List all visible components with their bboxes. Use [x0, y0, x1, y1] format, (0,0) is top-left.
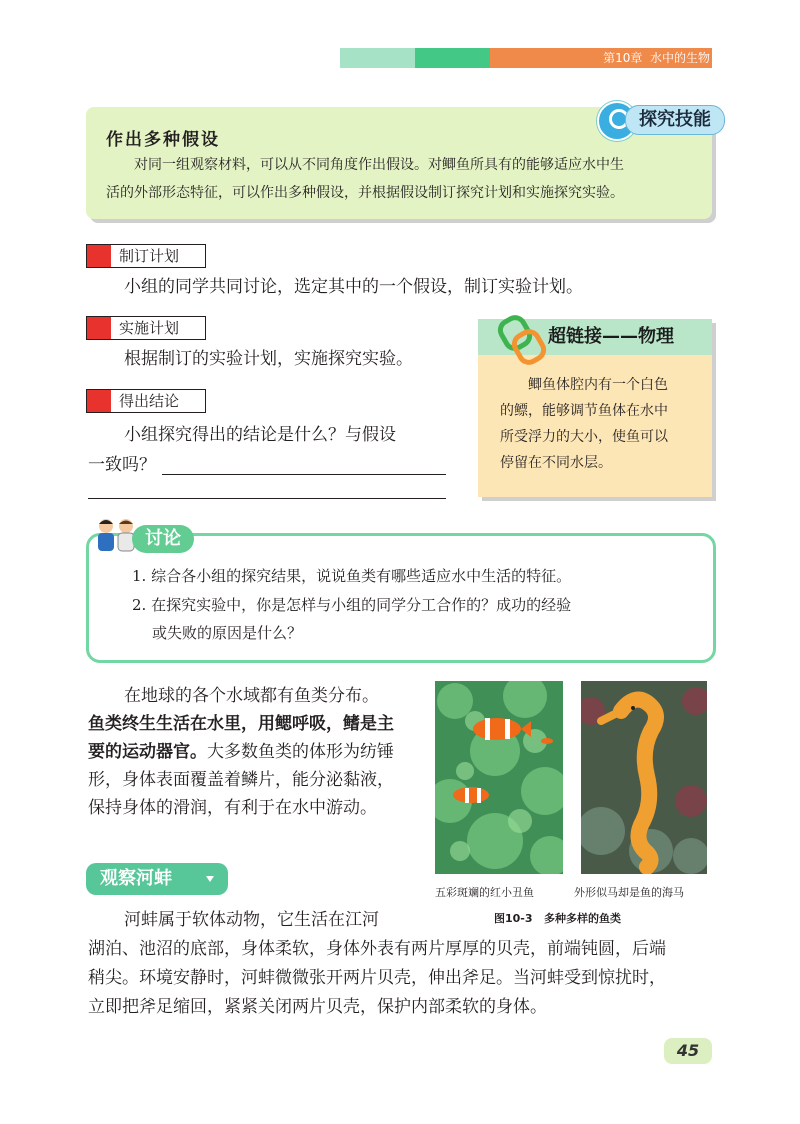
clam-text-line-1: 河蚌属于软体动物，它生活在江河	[124, 910, 379, 930]
figure-caption	[494, 910, 621, 926]
clam-text-line-2: 湖泊、池沼的底部，身体柔软，身体外表有两片厚厚的贝壳，前端钝圆，后端	[88, 939, 666, 959]
section-head-implement	[86, 316, 206, 340]
chapter-title: 水中的生物	[649, 51, 710, 65]
plan-text: 小组的同学共同讨论，选定其中的一个假设，制订实验计划。	[124, 277, 583, 297]
physics-text-line-3: 所受浮力的大小，使鱼可以	[500, 429, 668, 445]
chapter-header	[560, 48, 710, 68]
caption-clownfish: 五彩斑斓的红小丑鱼	[435, 886, 534, 899]
discussion-item-1: 1. 综合各小组的探究结果，说说鱼类有哪些适应水中生活的特征。	[132, 567, 572, 585]
fish-text-line-5: 保持身体的滑润，有利于在水中游动。	[88, 798, 377, 818]
header-bar-segment-light	[340, 48, 415, 68]
fish-text-line-3	[88, 737, 394, 767]
page-number: 45	[664, 1038, 712, 1064]
clam-text-line-4: 立即把斧足缩回，紧紧关闭两片贝壳，保护内部柔软的身体。	[88, 997, 547, 1017]
section-marker	[87, 390, 111, 412]
discussion-item-2: 2. 在探究实验中，你是怎样与小组的同学分工合作的？成功的经验	[132, 596, 572, 614]
conclusion-text-line-1: 小组探究得出的结论是什么？与假设	[124, 425, 396, 445]
conclusion-text-line-2: 一致吗？	[88, 455, 156, 475]
section-head-conclusion	[86, 389, 206, 413]
section-label: 制订计划	[119, 247, 180, 265]
header-bar-segment-green	[415, 48, 490, 68]
physics-text-line-2: 的鳔，能够调节鱼体在水中	[500, 403, 668, 419]
clownfish-photo	[435, 681, 563, 874]
answer-line[interactable]	[162, 474, 446, 475]
caption-seahorse: 外形似马却是鱼的海马	[574, 886, 684, 899]
section-label: 得出结论	[119, 392, 180, 410]
section-label: 实施计划	[119, 319, 180, 337]
section-marker	[87, 245, 111, 267]
physics-text-line-4: 停留在不同水层。	[500, 455, 612, 471]
skill-text-line-2: 活的外部形态特征，可以作出多种假设，并根据假设制订探究计划和实施探究实验。	[106, 185, 624, 201]
section-head-plan	[86, 244, 206, 268]
fish-text-line-2: 鱼类终生生活在水里，用鳃呼吸，鳍是主	[88, 714, 394, 734]
answer-line[interactable]	[88, 498, 446, 499]
physics-text-line-1: 鲫鱼体腔内有一个白色	[528, 377, 668, 393]
inquiry-skill-badge	[597, 99, 725, 137]
section-marker	[87, 317, 111, 339]
caret-down-icon	[206, 876, 214, 882]
fish-text-bold: 要的运动器官。	[88, 742, 207, 762]
inquiry-skill-label: 探究技能	[625, 105, 725, 135]
fish-text-normal: 大多数鱼类的体形为纺锤	[207, 742, 394, 762]
seahorse-photo	[581, 681, 707, 874]
figure-number: 图10-3	[494, 912, 533, 925]
skill-text-line-1: 对同一组观察材料，可以从不同角度作出假设。对鲫鱼所具有的能够适应水中生	[134, 157, 624, 173]
implement-text: 根据制订的实验计划，实施探究实验。	[124, 349, 413, 369]
figure-title: 多种多样的鱼类	[544, 912, 622, 925]
fish-text-line-4: 形，身体表面覆盖着鳞片，能分泌黏液，	[88, 770, 394, 790]
chapter-number: 第10章	[603, 51, 643, 65]
fish-text-line-1: 在地球的各个水域都有鱼类分布。	[124, 686, 379, 706]
clam-text-line-3: 稍尖。环境安静时，河蚌微微张开两片贝壳，伸出斧足。当河蚌受到惊扰时，	[88, 968, 666, 988]
skill-title: 作出多种假设	[106, 130, 220, 150]
discussion-tag: 讨论	[132, 525, 194, 553]
discussion-item-2-cont: 或失败的原因是什么？	[152, 624, 303, 642]
physics-link-title: 超链接——物理	[548, 326, 674, 347]
observe-clam-label: 观察河蚌	[100, 868, 172, 889]
